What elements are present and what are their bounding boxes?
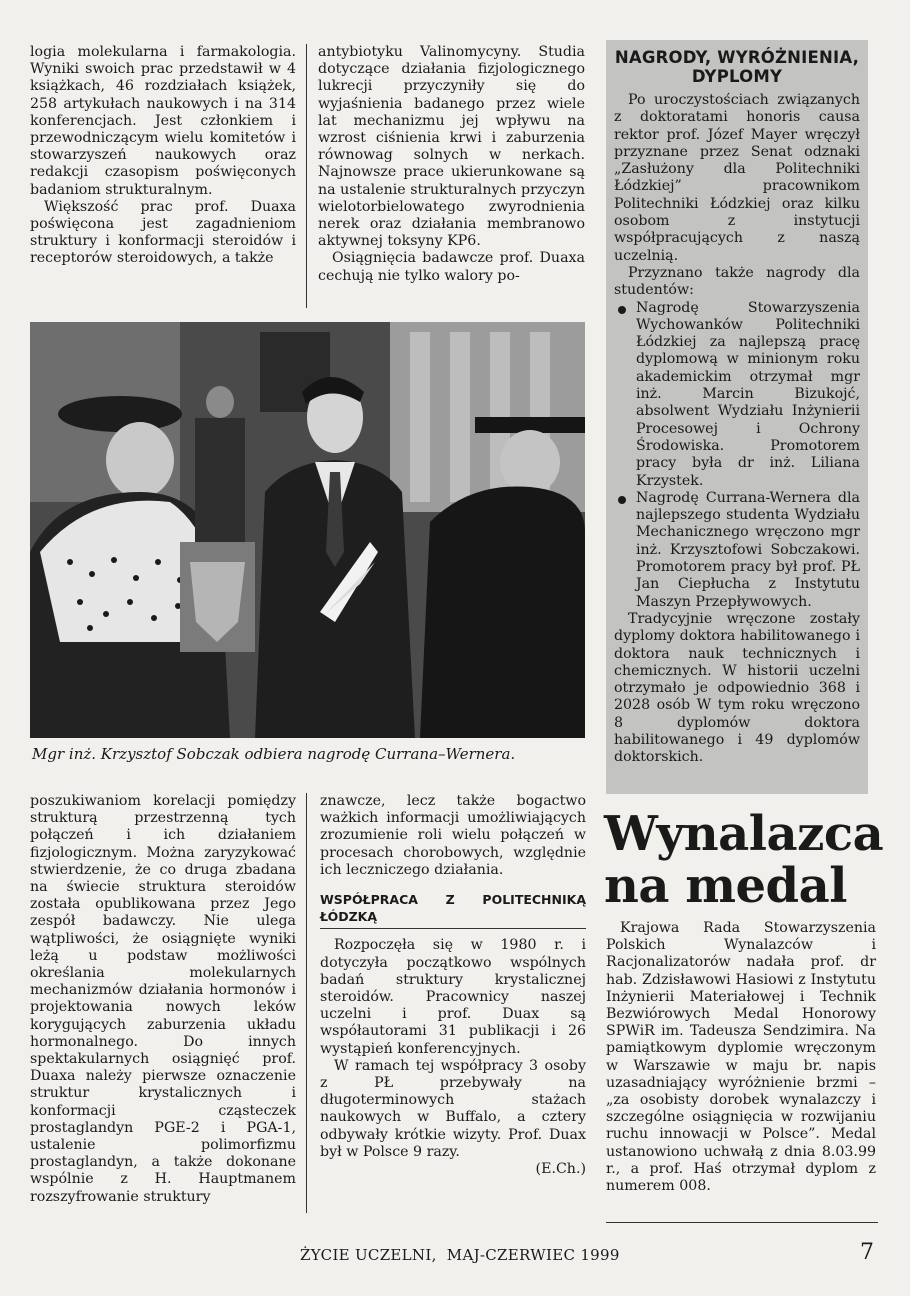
photo-illustration — [30, 322, 585, 738]
list-item-text: Nagrodę Currana-Wernera dla najlepszego studenta Wydziału Mechanicznego wręczono mgr inż. Krzysztofowi Sobczakowi. Promotorem pracy był prof. PŁ Jan Ciepłucha z Instytutu Maszyn Przepływowych. — [636, 489, 860, 610]
awards-sidebar — [606, 40, 868, 794]
section-heading: WSPÓŁPRACA Z POLITECHNIKĄ ŁÓDZKĄ — [320, 891, 586, 929]
issue-date: MAJ-CZERWIEC 1999 — [446, 1246, 620, 1264]
paragraph: Przyznano także nagrody dla studentów: — [614, 264, 860, 299]
paragraph: W ramach tej współpracy 3 osoby z PŁ przebywały na długoterminowych stażach naukowych w Buffalo, a cztery odbywały krótkie wizyty. Prof. Duax był w Polsce 9 razy. — [320, 1057, 586, 1160]
paragraph: znawcze, lecz także bogactwo ważkich informacji umożliwiających zrozumienie roli wielu połączeń w procesach chorobowych, względnie ich leczniczego działania. — [320, 793, 586, 878]
bullet-icon — [618, 306, 626, 314]
list-item-text: Nagrodę Stowarzyszenia Wychowanków Politechniki Łódzkiej za najlepszą pracę dyplomową w minionym roku akademickim otrzymał mgr inż. Marcin Bizukojć, absolwent Wydziału Inżynierii Procesowej i Ochrony Środowiska. Promotorem pracy była dr inż. Liliana Krzystek. — [636, 299, 860, 489]
footer-publication — [300, 1246, 620, 1264]
column-1-bottom — [30, 793, 296, 1206]
column-divider — [306, 44, 307, 308]
paragraph: Rozpoczęła się w 1980 r. i dotyczyła początkowo wspólnych badań struktury krystalicznej steroidów. Pracownicy naszej uczelni i prof. Duax są współautorami 31 publikacji i 26 wystąpień konferencyjnych. — [320, 937, 586, 1057]
author-initials: (E.Ch.) — [535, 1161, 586, 1178]
paragraph: poszukiwaniom korelacji pomiędzy strukturą przestrzenną tych połączeń i ich działaniem fizjologicznym. Można zaryzykować stwierdzenie, że co druga zbadana na świecie struktura steroidów została opublikowana przez Jego zespół badawczy. Nie ulega wątpliwości, że osiągnięte wyniki leżą u podstaw możliwości określania molekularnych mechanizmów działania hormonów i projektowania nowych leków korygujących zaburzenia układu hormonalnego. Do innych spektakularnych osiągnięć prof. Duaxa należy pierwsze oznaczenie struktur krystalicznych i konformacji cząsteczek prostaglandyn PGE-2 i PGA-1, ustalenie polimorfizmu prostaglandyn, a także dokonane wspólnie z H. Hauptmanem rozszyfrowanie struktury — [30, 793, 296, 1205]
award-ceremony-photo — [30, 322, 585, 738]
sidebar-title: NAGRODY, WYRÓŻNIENIA, DYPLOMY — [614, 48, 860, 86]
article-bottom-rule — [606, 1222, 878, 1223]
list-item — [614, 490, 860, 611]
paragraph: Osiągnięcia badawcze prof. Duaxa cechują nie tylko walory po- — [318, 250, 585, 284]
column-2-bottom — [320, 793, 586, 1178]
column-divider — [306, 793, 307, 1213]
photo-caption: Mgr inż. Krzysztof Sobczak odbiera nagrodę Currana–Wernera. — [32, 745, 516, 763]
paragraph: logia molekularna i farmakologia. Wyniki swoich prac przedstawił w 4 książkach, 46 rozdziałach książek, 258 artykułach naukowych i na 314 konferencjach. Jest członkiem i przewodniczącym wielu komitetów i stowarzyszeń naukowych oraz redakcji czasopism poświęconych badaniom strukturalnym. — [30, 44, 296, 198]
article-body — [606, 920, 876, 1195]
publication-name: ŻYCIE UCZELNI, — [300, 1246, 437, 1264]
article-headline: Wynalazca na medal — [604, 806, 884, 914]
paragraph: Po uroczystościach związanych z doktoratami honoris causa rektor prof. Józef Mayer wręczył przyznane przez Senat odznaki „Zasłużony dla Politechniki Łódzkiej” pracownikom Politechniki Łódzkiej oraz kilku osobom z instytucji współpracujących z naszą uczelnią. — [614, 92, 860, 264]
paragraph: antybiotyku Valinomycyny. Studia dotyczące działania fizjologicznego lukrecji przyczyniły się do wyjaśnienia badanego przez wiele lat mechanizmu jej wpływu na wzrost ciśnienia krwi i zaburzenia równowag solnych w nerkach. Najnowsze prace ukierunkowane są na ustalenie strukturalnych przyczyn wielotorbielowatego zwyrodnienia nerek oraz działania membranowo aktywnej toksyny KP6. — [318, 44, 585, 250]
column-2-top — [318, 44, 585, 285]
list-item — [614, 300, 860, 490]
awards-list — [614, 300, 860, 611]
paragraph: Krajowa Rada Stowarzyszenia Polskich Wynalazców i Racjonalizatorów nadała prof. dr hab. Zdzisławowi Hasiowi z Instytutu Inżynierii Materiałowej i Technik Bezwiórowych Medal Honorowy SPWiR im. Tadeusza Sendzimira. Na pamiątkowym dyplomie wręczonym w Warszawie w maju br. napis uzasadniający wyróżnienie brzmi – „za osobisty dorobek wynalazczy i szczególne osiągnięcia w rozwijaniu ruchu innowacji w Polsce”. Medal ustanowiono uchwałą z dnia 8.03.99 r., a prof. Haś otrzymał dyplom z numerem 008. — [606, 920, 876, 1195]
column-1-top — [30, 44, 296, 268]
paragraph: Tradycyjnie wręczone zostały dyplomy doktora habilitowanego i doktora nauk technicznych i chemicznych. W historii uczelni otrzymało je odpowiednio 368 i 2028 osób W tym roku wręczono 8 dyplomów doktora habilitowanego i 49 dyplomów doktorskich. — [614, 610, 860, 766]
page-number: 7 — [860, 1240, 874, 1265]
bullet-icon — [618, 496, 626, 504]
paragraph: Większość prac prof. Duaxa poświęcona jest zagadnieniom struktury i konformacji steroidów i receptorów steroidowych, a także — [30, 198, 296, 267]
